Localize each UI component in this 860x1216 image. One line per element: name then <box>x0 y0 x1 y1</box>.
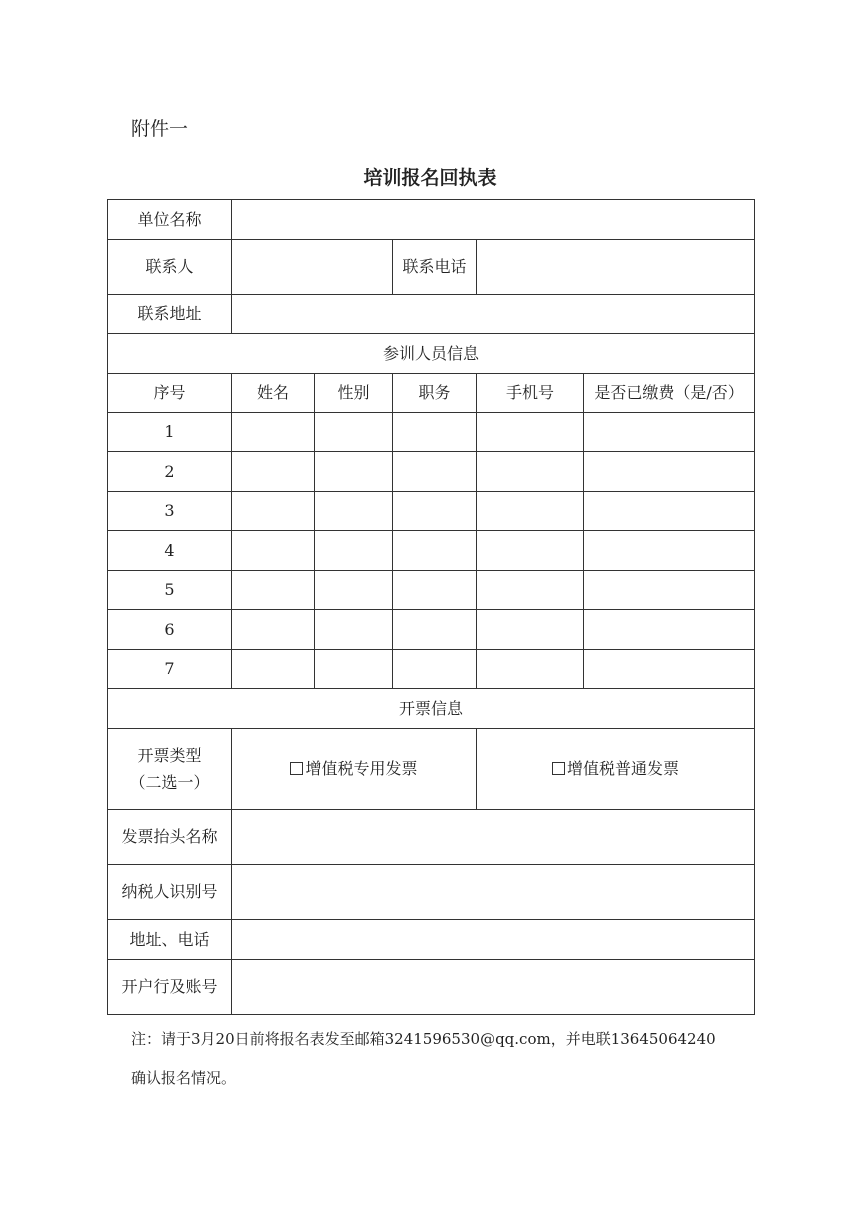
contact-person-field[interactable] <box>232 240 393 295</box>
unit-name-label: 单位名称 <box>108 200 232 240</box>
header-index: 序号 <box>108 374 232 413</box>
taxpayer-id-row <box>108 865 755 920</box>
paid-cell[interactable] <box>584 610 755 650</box>
mobile-cell[interactable] <box>477 492 584 531</box>
address-row <box>108 295 755 334</box>
mobile-cell[interactable] <box>477 413 584 452</box>
invoice-option-normal-label: 增值税普通发票 <box>567 758 680 778</box>
checkbox-icon[interactable] <box>290 762 303 775</box>
invoice-title-label: 发票抬头名称 <box>108 810 232 865</box>
gender-cell[interactable] <box>315 571 393 610</box>
invoice-option-special-label: 增值税专用发票 <box>305 758 418 778</box>
bank-account-row <box>108 960 755 1015</box>
invoice-title-row <box>108 810 755 865</box>
row-number: 1 <box>108 413 232 452</box>
gender-cell[interactable] <box>315 413 393 452</box>
gender-cell[interactable] <box>315 531 393 571</box>
invoice-type-label <box>108 729 232 810</box>
note-line-2: 确认报名情况。 <box>131 1069 237 1087</box>
name-cell[interactable] <box>232 610 315 650</box>
mobile-cell[interactable] <box>477 571 584 610</box>
position-cell[interactable] <box>393 492 477 531</box>
participant-row <box>108 650 755 689</box>
contact-person-label: 联系人 <box>108 240 232 295</box>
paid-cell[interactable] <box>584 650 755 689</box>
gender-cell[interactable] <box>315 452 393 492</box>
invoice-option-normal[interactable] <box>552 759 679 778</box>
contact-phone-label: 联系电话 <box>393 240 477 295</box>
position-cell[interactable] <box>393 650 477 689</box>
registration-form-table <box>107 199 755 1015</box>
participant-row <box>108 571 755 610</box>
header-gender: 性别 <box>315 374 393 413</box>
invoice-type-row <box>108 729 755 810</box>
contact-row <box>108 240 755 295</box>
position-cell[interactable] <box>393 610 477 650</box>
header-name: 姓名 <box>232 374 315 413</box>
address-phone-label: 地址、电话 <box>108 920 232 960</box>
position-cell[interactable] <box>393 413 477 452</box>
participant-row <box>108 413 755 452</box>
invoice-title-field[interactable] <box>232 810 755 865</box>
taxpayer-id-field[interactable] <box>232 865 755 920</box>
form-title: 培训报名回执表 <box>363 167 497 189</box>
row-number: 2 <box>108 452 232 492</box>
participants-section-row <box>108 334 755 374</box>
header-mobile: 手机号 <box>477 374 584 413</box>
participant-row <box>108 610 755 650</box>
unit-name-row <box>108 200 755 240</box>
name-cell[interactable] <box>232 571 315 610</box>
invoice-option-special-cell <box>232 729 477 810</box>
header-position: 职务 <box>393 374 477 413</box>
invoice-section-title: 开票信息 <box>108 689 755 729</box>
mobile-cell[interactable] <box>477 610 584 650</box>
row-number: 7 <box>108 650 232 689</box>
header-paid: 是否已缴费（是/否） <box>584 374 755 413</box>
name-cell[interactable] <box>232 413 315 452</box>
position-cell[interactable] <box>393 571 477 610</box>
paid-cell[interactable] <box>584 571 755 610</box>
contact-address-label: 联系地址 <box>108 295 232 334</box>
invoice-option-normal-cell <box>477 729 755 810</box>
participant-row <box>108 492 755 531</box>
mobile-cell[interactable] <box>477 452 584 492</box>
bank-account-label: 开户行及账号 <box>108 960 232 1015</box>
note-line-1: 注：请于3月20日前将报名表发至邮箱3241596530@qq.com，并电联13645064240 <box>131 1030 716 1048</box>
mobile-cell[interactable] <box>477 531 584 571</box>
row-number: 6 <box>108 610 232 650</box>
bank-account-field[interactable] <box>232 960 755 1015</box>
participants-header-row <box>108 374 755 413</box>
row-number: 4 <box>108 531 232 571</box>
address-phone-row <box>108 920 755 960</box>
mobile-cell[interactable] <box>477 650 584 689</box>
address-phone-field[interactable] <box>232 920 755 960</box>
row-number: 3 <box>108 492 232 531</box>
contact-address-field[interactable] <box>232 295 755 334</box>
contact-phone-field[interactable] <box>477 240 755 295</box>
invoice-option-special[interactable] <box>290 759 417 778</box>
gender-cell[interactable] <box>315 610 393 650</box>
participant-row <box>108 531 755 571</box>
invoice-type-label-line1: 开票类型 <box>137 745 202 765</box>
position-cell[interactable] <box>393 531 477 571</box>
participant-row <box>108 452 755 492</box>
row-number: 5 <box>108 571 232 610</box>
attachment-label: 附件一 <box>131 118 189 140</box>
name-cell[interactable] <box>232 531 315 571</box>
checkbox-icon[interactable] <box>552 762 565 775</box>
paid-cell[interactable] <box>584 452 755 492</box>
position-cell[interactable] <box>393 452 477 492</box>
taxpayer-id-label: 纳税人识别号 <box>108 865 232 920</box>
paid-cell[interactable] <box>584 531 755 571</box>
gender-cell[interactable] <box>315 492 393 531</box>
paid-cell[interactable] <box>584 492 755 531</box>
gender-cell[interactable] <box>315 650 393 689</box>
name-cell[interactable] <box>232 650 315 689</box>
paid-cell[interactable] <box>584 413 755 452</box>
participants-section-title: 参训人员信息 <box>108 334 755 374</box>
invoice-type-label-line2: （二选一） <box>129 773 210 792</box>
name-cell[interactable] <box>232 492 315 531</box>
invoice-section-row <box>108 689 755 729</box>
unit-name-field[interactable] <box>232 200 755 240</box>
name-cell[interactable] <box>232 452 315 492</box>
